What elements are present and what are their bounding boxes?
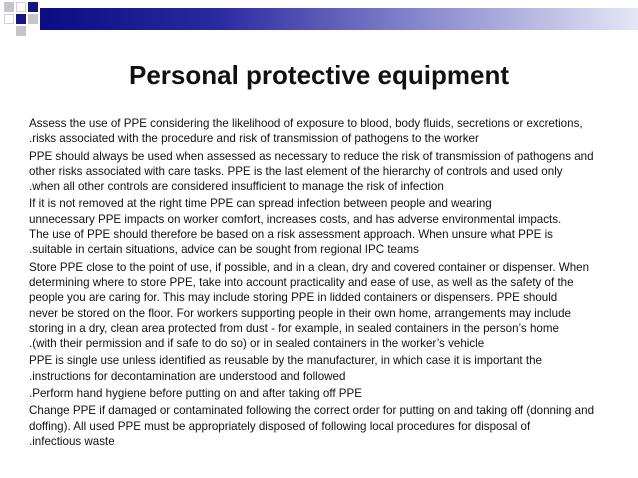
text-line: .when all other controls are considered insufficient to manage the risk of infection: [29, 180, 444, 194]
text-line: Change PPE if damaged or contaminated following the correct order for putting on and taking off (donning and: [29, 404, 595, 418]
text-line: PPE should always be used when assessed as necessary to reduce the risk of transmission of pathogens and: [29, 149, 594, 163]
banner-square: [28, 14, 38, 24]
slide-title: Personal protective equipment: [129, 60, 509, 90]
text-line: .(with their permission and if safe to do so) or in sealed containers in the worker’s vehicle: [29, 337, 485, 351]
slide-body: [29, 116, 619, 451]
banner-square: [4, 14, 14, 24]
banner-gradient-bar: [40, 8, 638, 30]
text-line: other risks associated with care tasks. PPE is the last element of the hierarchy of controls and used only: [29, 164, 563, 178]
paragraph: [29, 403, 619, 449]
text-line: .suitable in certain situations, advice can be sought from regional IPC teams: [29, 243, 419, 257]
text-line: PPE is single use unless identified as reusable by the manufacturer, in which case it is important the: [29, 354, 542, 368]
banner-square: [16, 26, 26, 36]
banner-square: [16, 2, 26, 12]
paragraph: [29, 196, 619, 257]
banner-square: [16, 14, 26, 24]
paragraph: [29, 149, 619, 195]
text-line: unnecessary PPE impacts on worker comfort, increases costs, and has adverse environmental impacts.: [29, 212, 562, 226]
text-line: never be stored on the floor. For workers supporting people in their own home, arrangements may include: [29, 306, 571, 320]
banner-square: [28, 2, 38, 12]
banner-square: [4, 2, 14, 12]
text-line: determining where to store PPE, take into account practicality and ease of use, as well as the safety of the: [29, 275, 574, 289]
paragraph: [29, 386, 619, 401]
paragraph: [29, 116, 619, 147]
text-line: If it is not removed at the right time PPE can spread infection between people and wearing: [29, 197, 492, 211]
text-line: .infectious waste: [29, 434, 115, 448]
text-line: Assess the use of PPE considering the likelihood of exposure to blood, body fluids, secretions or excretions,: [29, 117, 583, 130]
paragraph: [29, 260, 619, 352]
text-line: .instructions for decontamination are understood and followed: [29, 369, 346, 383]
text-line: .Perform hand hygiene before putting on and after taking off PPE: [29, 387, 363, 401]
text-line: doffing). All used PPE must be appropriately disposed of following local procedures for disposal of: [29, 419, 531, 433]
text-line: The use of PPE should therefore be based on a risk assessment approach. When unsure what PPE is: [29, 228, 553, 242]
text-line: people you are caring for. This may include storing PPE in lidded containers or dispensers. PPE should: [29, 291, 558, 305]
paragraph: [29, 353, 619, 384]
text-line: Store PPE close to the point of use, if possible, and in a clean, dry and covered container or dispenser. When: [29, 260, 590, 274]
text-line: storing in a dry, clean area protected from dust - for example, in sealed containers in the person’s home: [29, 321, 559, 335]
decorative-banner: [0, 0, 638, 40]
text-line: .risks associated with the procedure and risk of transmission of pathogens to the worker: [29, 132, 479, 146]
